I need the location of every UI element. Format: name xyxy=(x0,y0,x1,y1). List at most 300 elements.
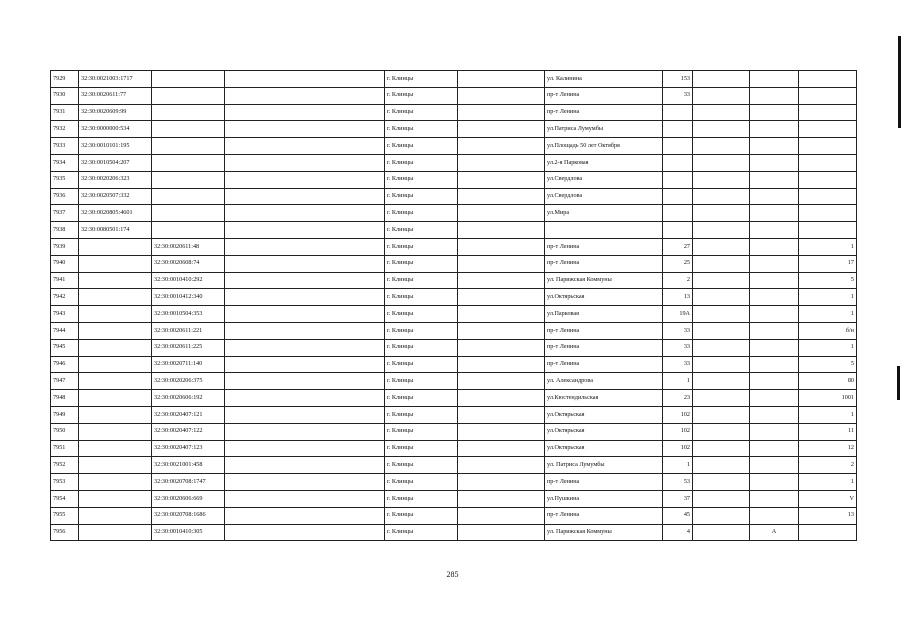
letter-cell xyxy=(750,154,799,171)
table-row xyxy=(51,138,857,155)
empty-cell xyxy=(458,171,545,188)
empty-cell xyxy=(693,205,750,222)
city-cell: г. Клинцы xyxy=(385,507,458,524)
empty-cell xyxy=(693,238,750,255)
house-cell: 153 xyxy=(663,71,693,88)
flat-cell: V xyxy=(799,490,857,507)
empty-cell xyxy=(458,255,545,272)
street-cell: ул. Парижская Коммуны xyxy=(545,524,663,541)
cadastral-number-premises: 32:30:0020611:225 xyxy=(152,339,225,356)
table-row xyxy=(51,457,857,474)
house-cell xyxy=(663,205,693,222)
house-cell: 37 xyxy=(663,490,693,507)
letter-cell xyxy=(750,507,799,524)
letter-cell xyxy=(750,87,799,104)
empty-cell xyxy=(225,171,385,188)
house-cell: 45 xyxy=(663,507,693,524)
table-row xyxy=(51,238,857,255)
row-number: 7930 xyxy=(51,87,79,104)
table-row xyxy=(51,490,857,507)
street-cell: пр-т Ленина xyxy=(545,356,663,373)
flat-cell xyxy=(799,222,857,239)
cadastral-number-premises: 32:30:0010410:292 xyxy=(152,272,225,289)
city-cell: г. Клинцы xyxy=(385,171,458,188)
house-cell: 33 xyxy=(663,87,693,104)
empty-cell xyxy=(458,373,545,390)
empty-cell xyxy=(458,457,545,474)
letter-cell xyxy=(750,272,799,289)
empty-cell xyxy=(693,356,750,373)
flat-cell xyxy=(799,171,857,188)
empty-cell xyxy=(693,524,750,541)
house-cell xyxy=(663,188,693,205)
table-row xyxy=(51,171,857,188)
cadastral-number-premises: 32:30:0010410:305 xyxy=(152,524,225,541)
empty-cell xyxy=(693,154,750,171)
empty-cell xyxy=(225,306,385,323)
table-row xyxy=(51,222,857,239)
flat-cell xyxy=(799,87,857,104)
empty-cell xyxy=(458,524,545,541)
empty-cell xyxy=(225,138,385,155)
cadastral-number-land: 32:30:0021003:1717 xyxy=(79,71,152,88)
empty-cell xyxy=(693,104,750,121)
letter-cell xyxy=(750,171,799,188)
city-cell: г. Клинцы xyxy=(385,205,458,222)
flat-cell: 13 xyxy=(799,507,857,524)
table-row xyxy=(51,524,857,541)
letter-cell xyxy=(750,121,799,138)
cadastral-number-premises xyxy=(152,205,225,222)
table-row xyxy=(51,390,857,407)
street-cell: ул.Мира xyxy=(545,205,663,222)
street-cell: пр-т Ленина xyxy=(545,339,663,356)
empty-cell xyxy=(458,322,545,339)
empty-cell xyxy=(458,390,545,407)
cadastral-number-premises xyxy=(152,104,225,121)
empty-cell xyxy=(458,440,545,457)
empty-cell xyxy=(458,121,545,138)
cadastral-number-land xyxy=(79,457,152,474)
table-row xyxy=(51,272,857,289)
empty-cell xyxy=(693,507,750,524)
letter-cell xyxy=(750,339,799,356)
cadastral-number-land xyxy=(79,289,152,306)
table-row xyxy=(51,306,857,323)
row-number: 7938 xyxy=(51,222,79,239)
empty-cell xyxy=(693,171,750,188)
house-cell: 1 xyxy=(663,373,693,390)
empty-cell xyxy=(458,205,545,222)
cadastral-number-premises xyxy=(152,87,225,104)
cadastral-number-land xyxy=(79,272,152,289)
empty-cell xyxy=(458,71,545,88)
house-cell xyxy=(663,138,693,155)
row-number: 7948 xyxy=(51,390,79,407)
city-cell: г. Клинцы xyxy=(385,222,458,239)
empty-cell xyxy=(458,406,545,423)
letter-cell xyxy=(750,440,799,457)
cadastral-number-land: 32:30:0020206:323 xyxy=(79,171,152,188)
empty-cell xyxy=(225,474,385,491)
empty-cell xyxy=(225,71,385,88)
table-row xyxy=(51,121,857,138)
row-number: 7955 xyxy=(51,507,79,524)
cadastral-number-land xyxy=(79,406,152,423)
table-row xyxy=(51,188,857,205)
empty-cell xyxy=(458,138,545,155)
cadastral-number-land xyxy=(79,255,152,272)
cadastral-number-land: 32:30:0080501:174 xyxy=(79,222,152,239)
street-cell: пр-т Ленина xyxy=(545,238,663,255)
city-cell: г. Клинцы xyxy=(385,138,458,155)
cadastral-number-premises xyxy=(152,188,225,205)
letter-cell xyxy=(750,188,799,205)
empty-cell xyxy=(693,322,750,339)
empty-cell xyxy=(458,222,545,239)
cadastral-number-premises: 32:30:0010412:340 xyxy=(152,289,225,306)
flat-cell: 1 xyxy=(799,238,857,255)
letter-cell xyxy=(750,222,799,239)
letter-cell xyxy=(750,457,799,474)
city-cell: г. Клинцы xyxy=(385,154,458,171)
row-number: 7946 xyxy=(51,356,79,373)
scan-mark-top xyxy=(898,36,901,128)
table-row xyxy=(51,373,857,390)
street-cell: пр-т Ленина xyxy=(545,255,663,272)
empty-cell xyxy=(458,423,545,440)
letter-cell xyxy=(750,373,799,390)
cadastral-number-land xyxy=(79,507,152,524)
house-cell xyxy=(663,222,693,239)
cadastral-number-premises: 32:30:0020611:221 xyxy=(152,322,225,339)
table-row xyxy=(51,289,857,306)
flat-cell xyxy=(799,205,857,222)
house-cell: 13 xyxy=(663,289,693,306)
cadastral-number-land: 32:30:0010504:207 xyxy=(79,154,152,171)
flat-cell: 1 xyxy=(799,406,857,423)
letter-cell xyxy=(750,390,799,407)
letter-cell xyxy=(750,289,799,306)
table-row xyxy=(51,71,857,88)
city-cell: г. Клинцы xyxy=(385,356,458,373)
cadastral-number-land: 32:30:0020609:99 xyxy=(79,104,152,121)
house-cell: 4 xyxy=(663,524,693,541)
row-number: 7956 xyxy=(51,524,79,541)
empty-cell xyxy=(693,306,750,323)
empty-cell xyxy=(693,457,750,474)
flat-cell xyxy=(799,121,857,138)
house-cell: 25 xyxy=(663,255,693,272)
letter-cell xyxy=(750,205,799,222)
empty-cell xyxy=(225,356,385,373)
empty-cell xyxy=(225,87,385,104)
cadastral-number-premises xyxy=(152,71,225,88)
cadastral-number-premises: 32:30:0020407:122 xyxy=(152,423,225,440)
row-number: 7936 xyxy=(51,188,79,205)
table-row xyxy=(51,255,857,272)
table-row xyxy=(51,507,857,524)
flat-cell: 17 xyxy=(799,255,857,272)
cadastral-number-land xyxy=(79,524,152,541)
letter-cell: А xyxy=(750,524,799,541)
house-cell xyxy=(663,154,693,171)
row-number: 7935 xyxy=(51,171,79,188)
letter-cell xyxy=(750,238,799,255)
street-cell: ул.Парковая xyxy=(545,306,663,323)
city-cell: г. Клинцы xyxy=(385,272,458,289)
city-cell: г. Клинцы xyxy=(385,121,458,138)
cadastral-number-land xyxy=(79,390,152,407)
flat-cell: 1001 xyxy=(799,390,857,407)
empty-cell xyxy=(225,289,385,306)
row-number: 7952 xyxy=(51,457,79,474)
empty-cell xyxy=(693,255,750,272)
house-cell: 33 xyxy=(663,339,693,356)
empty-cell xyxy=(458,490,545,507)
letter-cell xyxy=(750,356,799,373)
row-number: 7943 xyxy=(51,306,79,323)
flat-cell: 11 xyxy=(799,423,857,440)
row-number: 7932 xyxy=(51,121,79,138)
flat-cell xyxy=(799,524,857,541)
table-row xyxy=(51,423,857,440)
empty-cell xyxy=(225,255,385,272)
empty-cell xyxy=(458,289,545,306)
cadastral-number-land xyxy=(79,339,152,356)
empty-cell xyxy=(693,390,750,407)
street-cell: ул. Калинина xyxy=(545,71,663,88)
cadastral-number-premises: 32:30:0020206:375 xyxy=(152,373,225,390)
table-row xyxy=(51,474,857,491)
row-number: 7949 xyxy=(51,406,79,423)
house-cell xyxy=(663,171,693,188)
flat-cell xyxy=(799,188,857,205)
house-cell xyxy=(663,104,693,121)
empty-cell xyxy=(693,138,750,155)
house-cell: 2 xyxy=(663,272,693,289)
flat-cell: 1 xyxy=(799,289,857,306)
street-cell: ул.Свердлова xyxy=(545,171,663,188)
street-cell: пр-т Ленина xyxy=(545,104,663,121)
empty-cell xyxy=(693,440,750,457)
empty-cell xyxy=(693,188,750,205)
city-cell: г. Клинцы xyxy=(385,188,458,205)
table-row xyxy=(51,440,857,457)
cadastral-number-premises: 32:30:0020407:123 xyxy=(152,440,225,457)
street-cell: ул.Октярьская xyxy=(545,406,663,423)
street-cell: ул.Октярьская xyxy=(545,423,663,440)
empty-cell xyxy=(225,121,385,138)
house-cell: 102 xyxy=(663,423,693,440)
empty-cell xyxy=(458,306,545,323)
flat-cell: 12 xyxy=(799,440,857,457)
row-number: 7933 xyxy=(51,138,79,155)
flat-cell: 1 xyxy=(799,474,857,491)
cadastral-number-land: 32:30:0020611:77 xyxy=(79,87,152,104)
empty-cell xyxy=(458,238,545,255)
city-cell: г. Клинцы xyxy=(385,71,458,88)
empty-cell xyxy=(225,457,385,474)
city-cell: г. Клинцы xyxy=(385,104,458,121)
flat-cell xyxy=(799,154,857,171)
table-row xyxy=(51,87,857,104)
cadastral-number-premises xyxy=(152,121,225,138)
street-cell: пр-т Ленина xyxy=(545,322,663,339)
cadastral-number-land xyxy=(79,322,152,339)
cadastral-number-premises xyxy=(152,171,225,188)
city-cell: г. Клинцы xyxy=(385,306,458,323)
house-cell: 1 xyxy=(663,457,693,474)
street-cell: ул.Площадь 50 лет Октября xyxy=(545,138,663,155)
empty-cell xyxy=(458,104,545,121)
row-number: 7931 xyxy=(51,104,79,121)
empty-cell xyxy=(693,423,750,440)
empty-cell xyxy=(458,188,545,205)
empty-cell xyxy=(225,423,385,440)
empty-cell xyxy=(693,121,750,138)
empty-cell xyxy=(693,289,750,306)
cadastral-number-premises: 32:30:0020407:121 xyxy=(152,406,225,423)
cadastral-number-premises: 32:30:0020608:74 xyxy=(152,255,225,272)
letter-cell xyxy=(750,255,799,272)
house-cell: 23 xyxy=(663,390,693,407)
empty-cell xyxy=(225,188,385,205)
street-cell: ул.Кюстендильская xyxy=(545,390,663,407)
house-cell: 53 xyxy=(663,474,693,491)
house-cell: 102 xyxy=(663,406,693,423)
cadastral-number-premises: 32:30:0021001:458 xyxy=(152,457,225,474)
house-cell: 27 xyxy=(663,238,693,255)
empty-cell xyxy=(225,339,385,356)
cadastral-number-premises: 32:30:0020611:48 xyxy=(152,238,225,255)
empty-cell xyxy=(225,440,385,457)
empty-cell xyxy=(458,339,545,356)
empty-cell xyxy=(458,507,545,524)
city-cell: г. Клинцы xyxy=(385,322,458,339)
street-cell: ул. Патриса Лумумбы xyxy=(545,457,663,474)
cadastral-number-land xyxy=(79,238,152,255)
empty-cell xyxy=(225,490,385,507)
street-cell: ул.Патриса Лумумбы xyxy=(545,121,663,138)
empty-cell xyxy=(458,474,545,491)
cadastral-number-land: 32:30:0020507:332 xyxy=(79,188,152,205)
city-cell: г. Клинцы xyxy=(385,406,458,423)
empty-cell xyxy=(693,474,750,491)
cadastral-number-land xyxy=(79,306,152,323)
table-row xyxy=(51,356,857,373)
scan-mark-middle xyxy=(897,366,900,400)
street-cell: ул.Октярьская xyxy=(545,289,663,306)
cadastral-number-premises: 32:30:0010504:353 xyxy=(152,306,225,323)
register-table xyxy=(50,70,857,541)
letter-cell xyxy=(750,104,799,121)
row-number: 7951 xyxy=(51,440,79,457)
empty-cell xyxy=(693,87,750,104)
table-row xyxy=(51,406,857,423)
empty-cell xyxy=(458,154,545,171)
city-cell: г. Клинцы xyxy=(385,457,458,474)
row-number: 7947 xyxy=(51,373,79,390)
cadastral-number-premises xyxy=(152,154,225,171)
empty-cell xyxy=(225,322,385,339)
cadastral-number-premises xyxy=(152,222,225,239)
row-number: 7937 xyxy=(51,205,79,222)
cadastral-number-land xyxy=(79,474,152,491)
street-cell: ул.2-я Парковая xyxy=(545,154,663,171)
flat-cell: 80 xyxy=(799,373,857,390)
cadastral-number-land: 32:30:0010101:195 xyxy=(79,138,152,155)
empty-cell xyxy=(225,238,385,255)
street-cell: ул.Свердлова xyxy=(545,188,663,205)
cadastral-number-land: 32:30:0000000:534 xyxy=(79,121,152,138)
house-cell xyxy=(663,121,693,138)
table-row xyxy=(51,154,857,171)
city-cell: г. Клинцы xyxy=(385,390,458,407)
row-number: 7953 xyxy=(51,474,79,491)
empty-cell xyxy=(458,356,545,373)
empty-cell xyxy=(225,154,385,171)
street-cell: пр-т Ленина xyxy=(545,87,663,104)
house-cell: 19А xyxy=(663,306,693,323)
empty-cell xyxy=(693,490,750,507)
empty-cell xyxy=(225,205,385,222)
empty-cell xyxy=(458,272,545,289)
letter-cell xyxy=(750,306,799,323)
flat-cell: 2 xyxy=(799,457,857,474)
cadastral-number-land xyxy=(79,490,152,507)
city-cell: г. Клинцы xyxy=(385,490,458,507)
city-cell: г. Клинцы xyxy=(385,474,458,491)
street-cell xyxy=(545,222,663,239)
city-cell: г. Клинцы xyxy=(385,423,458,440)
letter-cell xyxy=(750,138,799,155)
flat-cell: 5 xyxy=(799,356,857,373)
letter-cell xyxy=(750,474,799,491)
cadastral-number-premises xyxy=(152,138,225,155)
city-cell: г. Клинцы xyxy=(385,339,458,356)
flat-cell xyxy=(799,138,857,155)
row-number: 7945 xyxy=(51,339,79,356)
house-cell: 33 xyxy=(663,322,693,339)
letter-cell xyxy=(750,406,799,423)
empty-cell xyxy=(225,507,385,524)
house-cell: 33 xyxy=(663,356,693,373)
city-cell: г. Клинцы xyxy=(385,87,458,104)
street-cell: ул. Парижская Коммуны xyxy=(545,272,663,289)
cadastral-number-land xyxy=(79,373,152,390)
cadastral-number-land xyxy=(79,440,152,457)
row-number: 7934 xyxy=(51,154,79,171)
row-number: 7941 xyxy=(51,272,79,289)
letter-cell xyxy=(750,490,799,507)
street-cell: ул.Пушкина xyxy=(545,490,663,507)
empty-cell xyxy=(225,524,385,541)
city-cell: г. Клинцы xyxy=(385,373,458,390)
row-number: 7929 xyxy=(51,71,79,88)
empty-cell xyxy=(693,373,750,390)
flat-cell: 1 xyxy=(799,339,857,356)
empty-cell xyxy=(693,71,750,88)
empty-cell xyxy=(693,222,750,239)
letter-cell xyxy=(750,423,799,440)
empty-cell xyxy=(458,87,545,104)
cadastral-number-premises: 32:30:0020606:192 xyxy=(152,390,225,407)
cadastral-number-premises: 32:30:0020606:669 xyxy=(152,490,225,507)
flat-cell: 5 xyxy=(799,272,857,289)
table-row xyxy=(51,322,857,339)
row-number: 7940 xyxy=(51,255,79,272)
